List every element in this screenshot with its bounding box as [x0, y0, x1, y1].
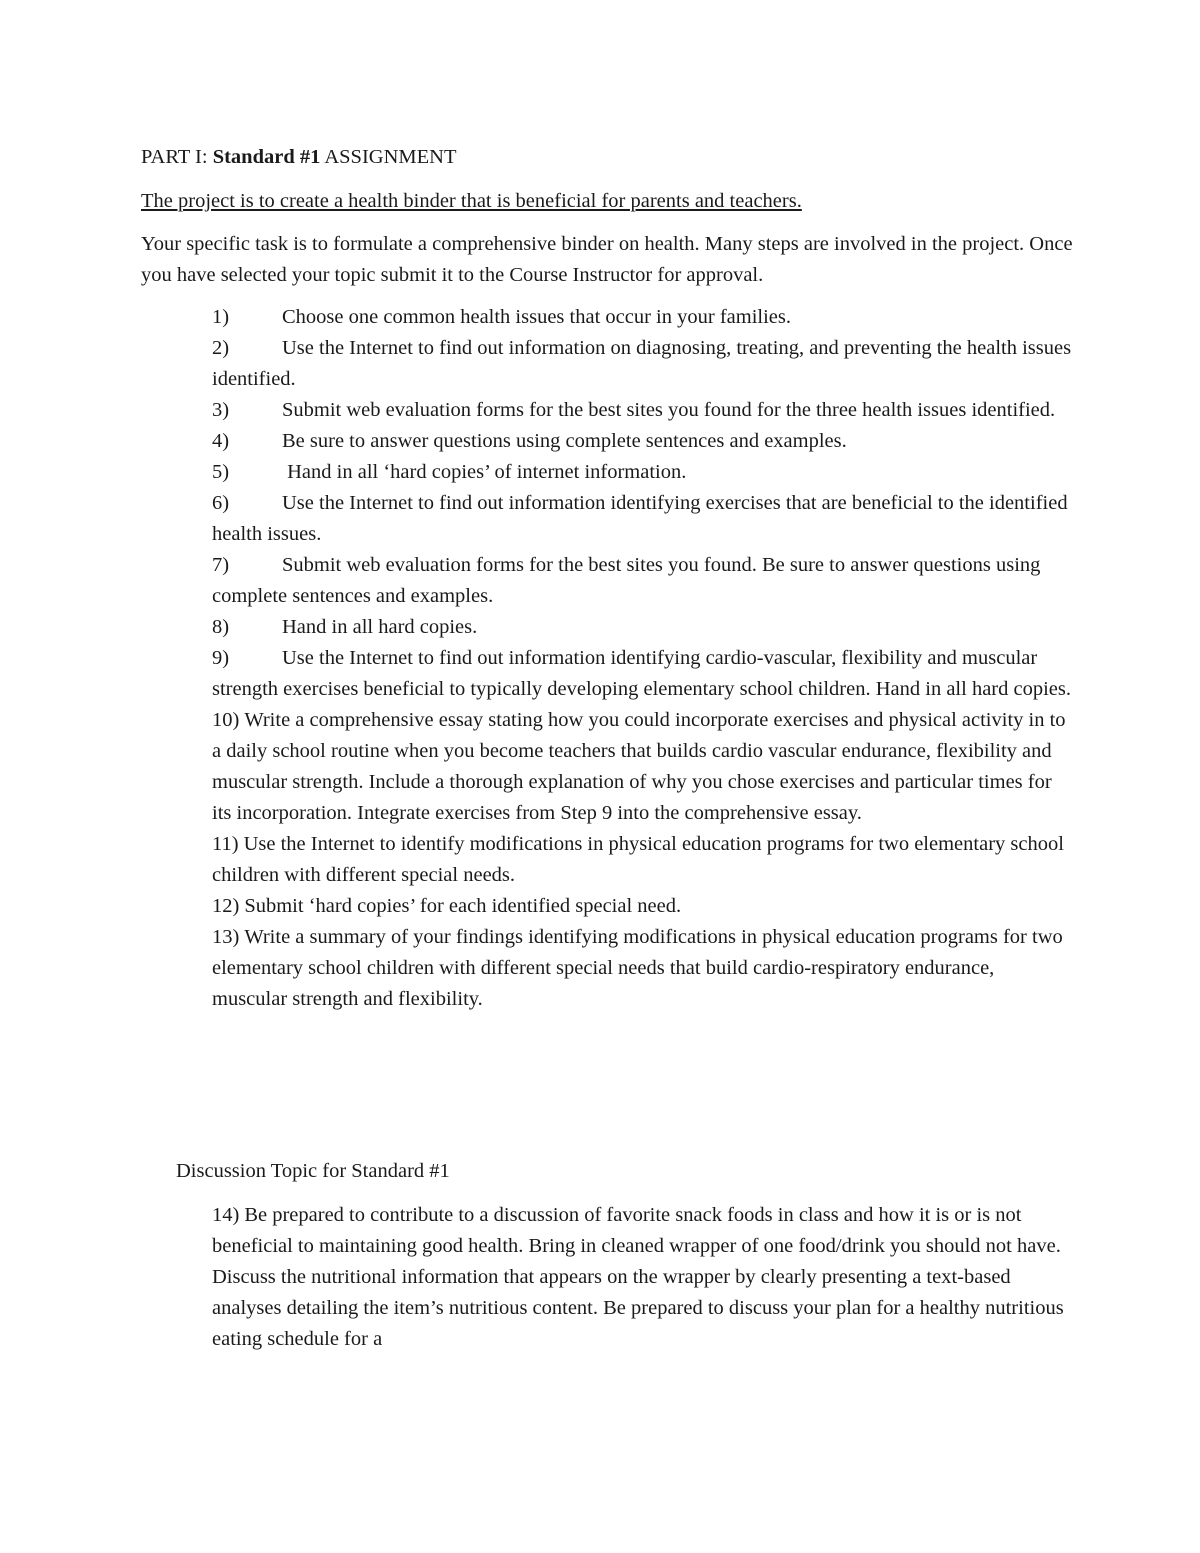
item-number: 4) [212, 430, 230, 452]
list-item [212, 302, 1072, 333]
item-number: 2) [212, 337, 230, 359]
item-text: Be sure to answer questions using complete sentences and examples. [282, 430, 847, 452]
item-text: Write a comprehensive essay stating how you could incorporate exercises and physical activity in to a daily school routine when you become teachers that builds cardio vascular endurance, flexibility and muscular strength. Include a thorough explanation of why you chose exercises and particular times for its incorporation. Integrate exercises from Step 9 into the comprehensive essay. [212, 709, 1066, 824]
list-item [212, 426, 1072, 457]
list-item [212, 1200, 1072, 1355]
item-text: Use the Internet to find out information identifying cardio-vascular, flexibility and muscular strength exercises beneficial to typically developing elementary school children. Hand in all hard copies. [212, 647, 1071, 700]
item-number: 8) [212, 616, 230, 638]
item-number: 10) [212, 709, 240, 731]
list-item [212, 612, 1072, 643]
item-text: Use the Internet to find out information on diagnosing, treating, and preventing the health issues identified. [212, 337, 1072, 390]
item-number: 6) [212, 492, 230, 514]
steps-list [212, 302, 1072, 1015]
list-item [212, 922, 1072, 1015]
item-number: 5) [212, 461, 230, 483]
item-text: Be prepared to contribute to a discussion of favorite snack foods in class and how it is or is not beneficial to maintaining good health. Bring in cleaned wrapper of one food/drink you should not have. Discuss the nutritional information that appears on the wrapper by clearly presenting a text-based analyses detailing the item’s nutritious content. Be prepared to discuss your plan for a healthy nutritious eating schedule for a [212, 1204, 1064, 1350]
item-text: Use the Internet to identify modifications in physical education programs for two elementary school children with different special needs. [212, 833, 1064, 886]
list-item [212, 891, 1072, 922]
item-text: Use the Internet to find out information identifying exercises that are beneficial to the identified health issues. [212, 492, 1068, 545]
item-number: 11) [212, 833, 239, 855]
item-number: 3) [212, 399, 230, 421]
item-number: 7) [212, 554, 230, 576]
list-item [212, 333, 1072, 395]
list-item [212, 829, 1072, 891]
list-item [212, 457, 1072, 488]
discussion-list [212, 1200, 1072, 1355]
discussion-title: Discussion Topic for Standard #1 [176, 1160, 450, 1182]
item-number: 1) [212, 306, 230, 328]
item-text: Submit web evaluation forms for the best sites you found for the three health issues identified. [282, 399, 1056, 421]
list-item [212, 643, 1072, 705]
intro-paragraph: Your specific task is to formulate a comprehensive binder on health. Many steps are involved in the project. Once you have selected your topic submit it to the Course Instructor for approval. [141, 233, 1073, 286]
part-heading [141, 143, 456, 171]
item-text: Hand in all ‘hard copies’ of internet information. [282, 461, 687, 483]
item-number: 14) [212, 1204, 240, 1226]
heading-standard: Standard #1 [212, 146, 321, 168]
item-text: Submit ‘hard copies’ for each identified special need. [244, 895, 682, 917]
list-item [212, 550, 1072, 612]
item-number: 9) [212, 647, 230, 669]
item-number: 13) [212, 926, 240, 948]
item-text: Choose one common health issues that occur in your families. [282, 306, 791, 328]
item-text: Write a summary of your findings identifying modifications in physical education programs for two elementary school children with different special needs that build cardio-respiratory endurance, muscular strength and flexibility. [212, 926, 1063, 1010]
item-text: Hand in all hard copies. [282, 616, 478, 638]
list-item [212, 705, 1072, 829]
heading-suffix: ASSIGNMENT [320, 146, 457, 168]
item-text: Submit web evaluation forms for the best sites you found. Be sure to answer questions using complete sentences and examples. [212, 554, 1041, 607]
item-number: 12) [212, 895, 240, 917]
list-item [212, 488, 1072, 550]
project-statement: The project is to create a health binder that is beneficial for parents and teachers. [141, 190, 802, 212]
list-item [212, 395, 1072, 426]
heading-prefix: PART I: [141, 146, 213, 168]
